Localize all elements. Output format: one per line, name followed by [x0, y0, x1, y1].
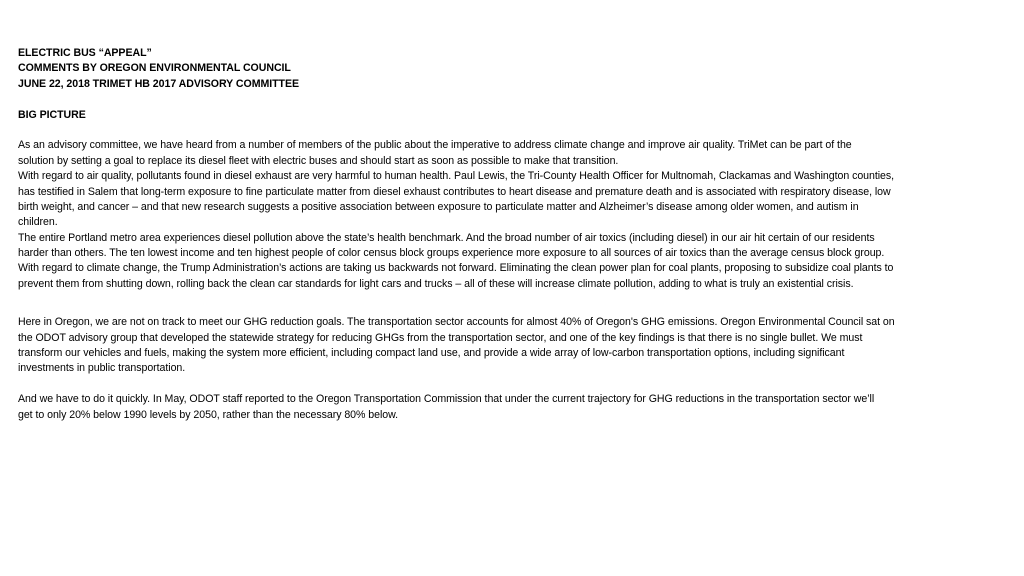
paragraph-line: Here in Oregon, we are not on track to meet our GHG reduction goals. The transportation sector accounts for almost 40% of Oregon's GHG emissions. Oregon Environmental Council sat on — [18, 316, 895, 329]
document-subtitle: COMMENTS BY OREGON ENVIRONMENTAL COUNCIL — [18, 62, 291, 75]
paragraph-line: As an advisory committee, we have heard from a number of members of the public about the imperative to address climate change and improve air quality. TriMet can be part of the — [18, 139, 852, 152]
paragraph-line: The entire Portland metro area experiences diesel pollution above the state’s health benchmark. And the broad number of air toxics (including diesel) in our air hit certain of our residents — [18, 231, 875, 244]
paragraph-line: With regard to air quality, pollutants found in diesel exhaust are very harmful to human health. Paul Lewis, the Tri-County Health Officer for Multnomah, Clackamas and Washington counties, — [18, 170, 895, 183]
paragraph-line: With regard to climate change, the Trump Administration’s actions are taking us backwards not forward. Eliminating the clean power plan for coal plants, proposing to subsidize coal plants to — [18, 262, 894, 275]
document-page — [18, 46, 1018, 423]
paragraph-line: birth weight, and cancer – and that new research suggests a positive association between exposure to particulate matter and Alzheimer’s disease among older women, and autism in — [18, 200, 859, 213]
paragraph-line: children. — [18, 216, 58, 229]
meeting-info: JUNE 22, 2018 TRIMET HB 2017 ADVISORY COMMITTEE — [18, 77, 300, 90]
paragraph-line: And we have to do it quickly. In May, ODOT staff reported to the Oregon Transportation Commission that under the current trajectory for GHG reductions in the transportation sector we’ll — [18, 393, 875, 406]
paragraph-line: solution by setting a goal to replace its diesel fleet with electric buses and should start as soon as possible to make that transition. — [18, 154, 619, 167]
section-heading: BIG PICTURE — [18, 108, 86, 121]
paragraph-big-picture — [18, 138, 1018, 292]
paragraph-oregon — [18, 315, 1018, 377]
paragraph-line: investments in public transportation. — [18, 362, 186, 375]
paragraph-line: prevent them from shutting down, rolling back the clean car standards for light cars and trucks – all of these will increase climate pollution, adding to what is truly an existential crisis. — [18, 277, 854, 290]
paragraph-line: the ODOT advisory group that developed the statewide strategy for reducing GHGs from the transportation sector, and one of the key findings is that there is no single bullet. We must — [18, 331, 863, 344]
paragraph-line: has testified in Salem that long-term exposure to fine particulate matter from diesel exhaust contributes to heart disease and premature death and is associated with respiratory disease, low — [18, 185, 891, 198]
paragraph-line: transform our vehicles and fuels, making the system more efficient, including compact land use, and provide a wide array of low-carbon transportation options, including significant — [18, 347, 845, 360]
paragraph-urgency — [18, 392, 1018, 423]
document-title: ELECTRIC BUS “APPEAL” — [18, 47, 152, 59]
paragraph-line: harder than others. The ten lowest income and ten highest people of color census block groups experience more exposure to all sources of air toxics than the average census block group. — [18, 247, 885, 260]
paragraph-line: get to only 20% below 1990 levels by 2050, rather than the necessary 80% below. — [18, 408, 399, 421]
